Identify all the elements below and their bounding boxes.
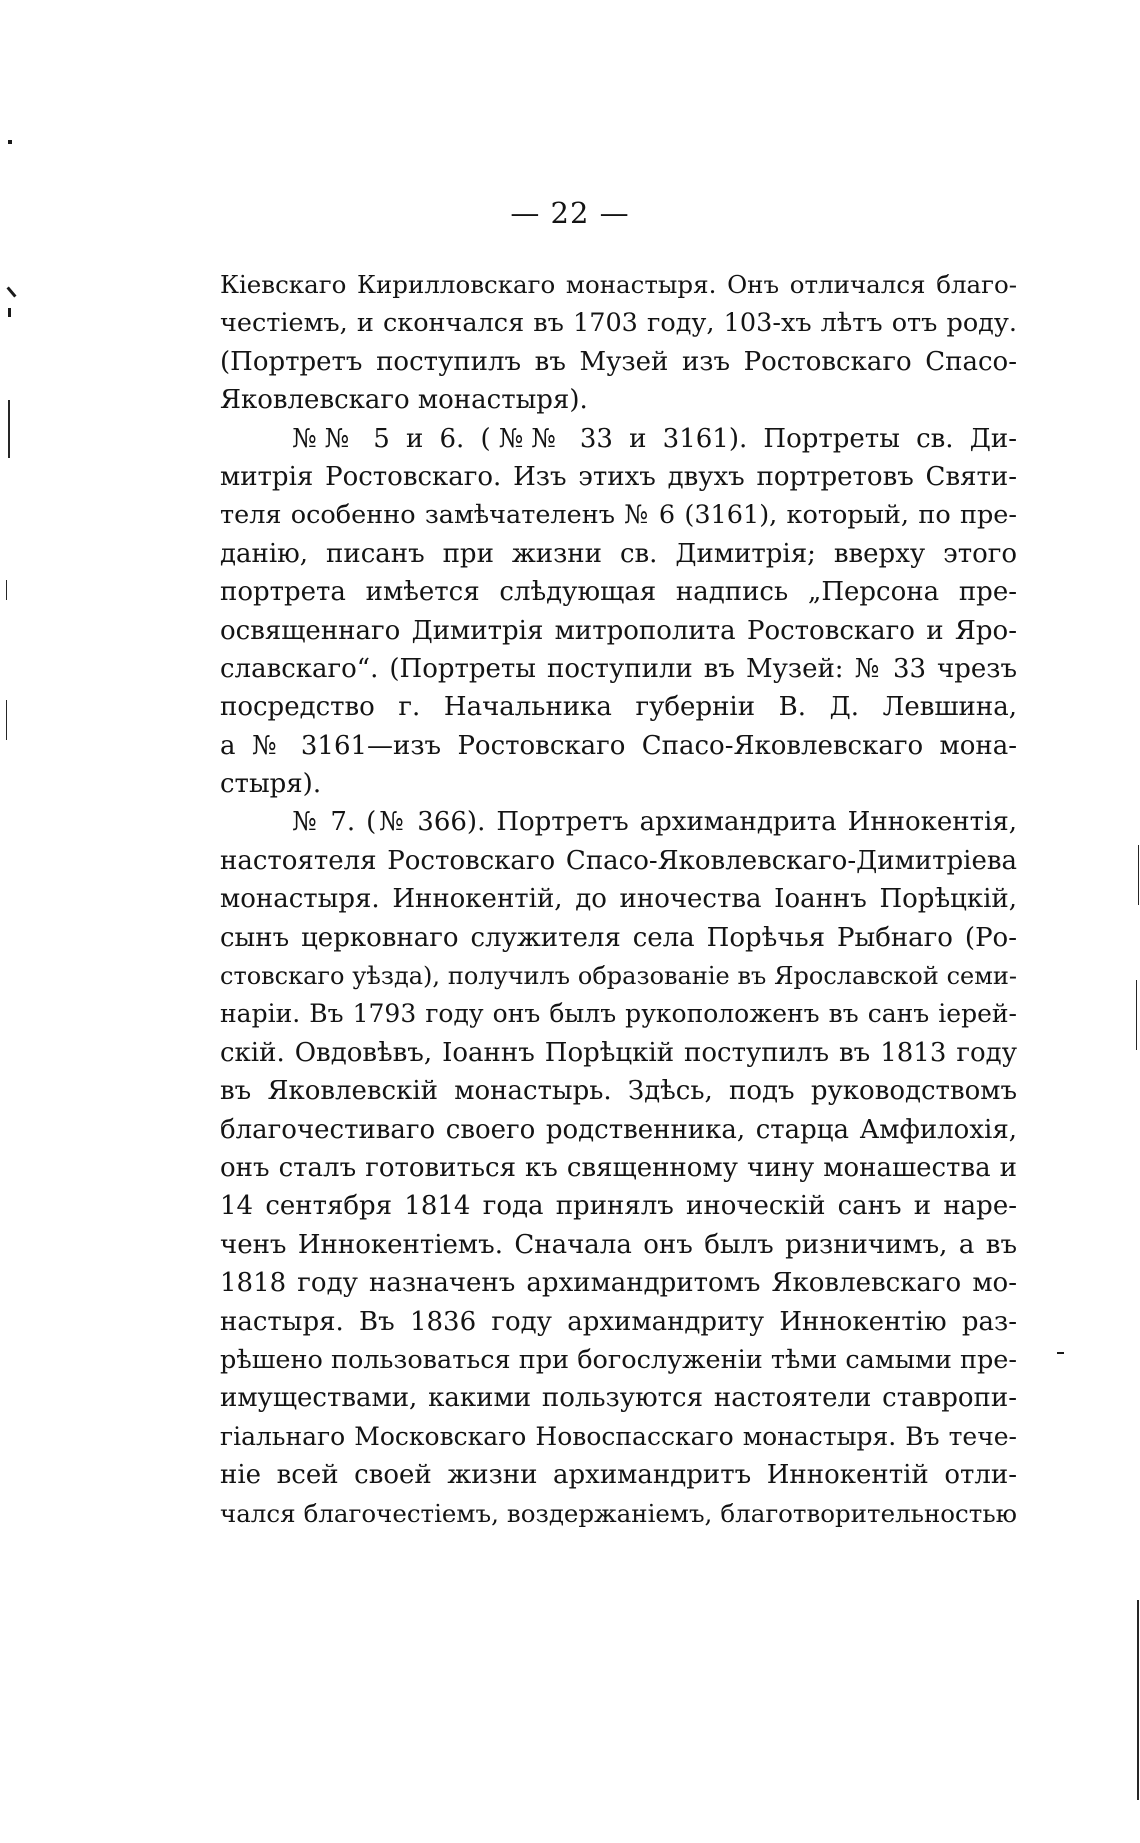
scan-edge-line bbox=[6, 700, 7, 740]
text-line: № 7. (№ 366). Портретъ архимандрита Иннокентія, bbox=[292, 807, 1017, 838]
scan-speck bbox=[8, 140, 12, 144]
text-line: портрета имѣется слѣдующая надпись „Персона пре- bbox=[220, 577, 1017, 608]
text-line: ніе всей своей жизни архимандритъ Иннокентій отли- bbox=[220, 1460, 1017, 1491]
text-line: въ Яковлевскій монастырь. Здѣсь, подъ руководствомъ bbox=[220, 1076, 1017, 1107]
text-line: монастыря. Иннокентій, до иночества Іоаннъ Порѣцкій, bbox=[220, 884, 1017, 915]
text-line: онъ сталъ готовиться къ священному чину монашества и bbox=[220, 1152, 1017, 1183]
text-line: благочестиваго своего родственника, старца Амфилохія, bbox=[220, 1114, 1017, 1145]
text-line: славскаго“. (Портреты поступили въ Музей: № 33 чрезъ bbox=[220, 653, 1017, 684]
text-line: 1818 году назначенъ архимандритомъ Яковлевскаго мо- bbox=[220, 1268, 1017, 1299]
text-line: №№ 5 и 6. (№№ 33 и 3161). Портреты св. Ди- bbox=[292, 423, 1017, 454]
text-line: 14 сентября 1814 года принялъ иноческій санъ и наре- bbox=[220, 1191, 1017, 1222]
scan-edge-line bbox=[8, 400, 10, 458]
text-line: данію, писанъ при жизни св. Димитрія; вверху этого bbox=[220, 538, 1017, 569]
text-line: освященнаго Димитрія митрополита Ростовскаго и Яро- bbox=[220, 615, 1017, 646]
scan-edge-line bbox=[1137, 1600, 1139, 1800]
text-line: сынъ церковнаго служителя села Порѣчья Рыбнаго (Ро- bbox=[220, 922, 1017, 953]
text-line: (Портретъ поступилъ въ Музей изъ Ростовскаго Спасо- bbox=[220, 346, 1017, 377]
text-line: наріи. Въ 1793 году онъ былъ рукоположенъ въ санъ іерей- bbox=[220, 999, 1017, 1029]
text-line: рѣшено пользоваться при богослуженіи тѣми самыми пре- bbox=[220, 1344, 1017, 1375]
text-line: настоятеля Ростовскаго Спасо-Яковлевскаго-Димитріева bbox=[220, 845, 1017, 876]
text-line: скій. Овдовѣвъ, Іоаннъ Порѣцкій поступилъ въ 1813 году bbox=[220, 1037, 1017, 1068]
text-line: теля особенно замѣчателенъ № 6 (3161), который, по пре- bbox=[220, 500, 1017, 531]
scan-speck bbox=[8, 308, 11, 317]
scan-edge-line bbox=[6, 580, 7, 600]
scan-edge-line bbox=[1136, 980, 1137, 1050]
text-line: Кіевскаго Кирилловскаго монастыря. Онъ отличался благо- bbox=[220, 270, 1017, 299]
page-number: — 22 — bbox=[510, 196, 630, 230]
text-line: митрія Ростовскаго. Изъ этихъ двухъ портретовъ Святи- bbox=[220, 461, 1017, 492]
text-line: стовскаго уѣзда), получилъ образованіе въ Ярославской семи- bbox=[220, 962, 1017, 991]
text-line: имуществами, какими пользуются настоятели ставропи- bbox=[220, 1383, 1017, 1414]
text-line: чался благочестіемъ, воздержаніемъ, благотворительностью bbox=[220, 1498, 1017, 1528]
scan-speck bbox=[6, 286, 16, 297]
scan-speck bbox=[1057, 1352, 1064, 1354]
text-line: Яковлевскаго монастыря). bbox=[220, 385, 588, 416]
scan-edge-line bbox=[1138, 845, 1139, 905]
text-line: гіальнаго Московскаго Новоспасскаго монастыря. Въ тече- bbox=[220, 1421, 1017, 1451]
text-line: а № 3161—изъ Ростовскаго Спасо-Яковлевскаго мона- bbox=[220, 730, 1017, 761]
text-line: посредство г. Начальника губерніи В. Д. Левшина, bbox=[220, 692, 1017, 723]
body-text bbox=[220, 266, 1017, 1533]
text-line: стыря). bbox=[220, 769, 322, 800]
text-line: ченъ Иннокентіемъ. Сначала онъ былъ ризничимъ, а въ bbox=[220, 1229, 1017, 1260]
text-line: настыря. Въ 1836 году архимандриту Иннокентію раз- bbox=[220, 1306, 1017, 1337]
text-line: честіемъ, и скончался въ 1703 году, 103-хъ лѣтъ отъ роду. bbox=[220, 308, 1017, 339]
